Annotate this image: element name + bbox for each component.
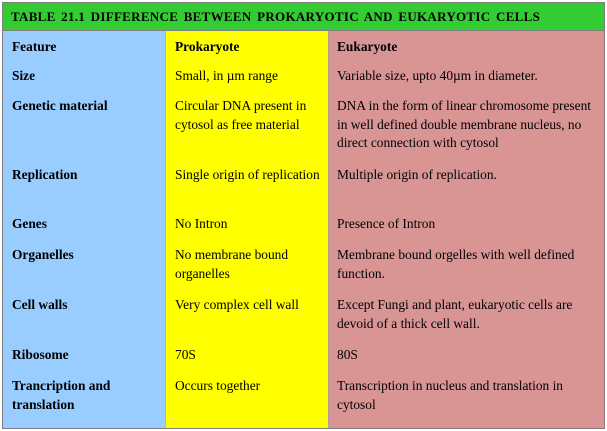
row-transcription-prokaryote: Occurs together xyxy=(175,378,261,393)
row-transcription-eukaryote: Transcription in nucleus and translation in cytosol xyxy=(337,378,563,412)
row-size-prokaryote: Small, in µm range xyxy=(175,68,278,83)
row-ribosome-feature: Ribosome xyxy=(12,347,69,362)
row-cellwalls-prokaryote: Very complex cell wall xyxy=(175,297,299,312)
row-cellwalls-eukaryote: Except Fungi and plant, eukaryotic cells are devoid of a thick cell wall. xyxy=(337,297,573,331)
row-organelles-prokaryote: No membrane bound organelles xyxy=(175,247,289,281)
row-genes-prokaryote: No Intron xyxy=(175,216,228,231)
row-organelles-feature: Organelles xyxy=(12,247,74,262)
row-genes-eukaryote: Presence of Intron xyxy=(337,216,436,231)
row-transcription-feature: Trancription and translation xyxy=(12,378,111,412)
row-replication-feature: Replication xyxy=(12,167,78,182)
row-ribosome-prokaryote: 70S xyxy=(175,347,196,362)
table-title: TABLE 21.1 DIFFERENCE BETWEEN PROKARYOTIC AND EUKARYOTIC CELLS xyxy=(11,9,541,24)
row-size-eukaryote: Variable size, upto 40µm in diameter. xyxy=(337,68,538,83)
row-genetic-prokaryote: Circular DNA present in cytosol as free material xyxy=(175,98,307,132)
row-genetic-feature: Genetic material xyxy=(12,98,108,113)
table-title-bar xyxy=(3,3,604,31)
comparison-table xyxy=(2,2,605,429)
row-ribosome-eukaryote: 80S xyxy=(337,347,358,362)
header-prokaryote: Prokaryote xyxy=(175,39,240,54)
row-size-feature: Size xyxy=(12,68,36,83)
row-replication-eukaryote: Multiple origin of replication. xyxy=(337,167,497,182)
row-replication-prokaryote: Single origin of replication xyxy=(175,167,320,182)
row-genetic-eukaryote: DNA in the form of linear chromosome present in well defined double membrane nucleus, no direct connection with cytosol xyxy=(337,98,591,150)
row-genes-feature: Genes xyxy=(12,216,47,231)
header-eukaryote: Eukaryote xyxy=(337,39,398,54)
row-organelles-eukaryote: Membrane bound orgelles with well defined function. xyxy=(337,247,575,281)
header-feature: Feature xyxy=(12,39,57,54)
row-cellwalls-feature: Cell walls xyxy=(12,297,68,312)
